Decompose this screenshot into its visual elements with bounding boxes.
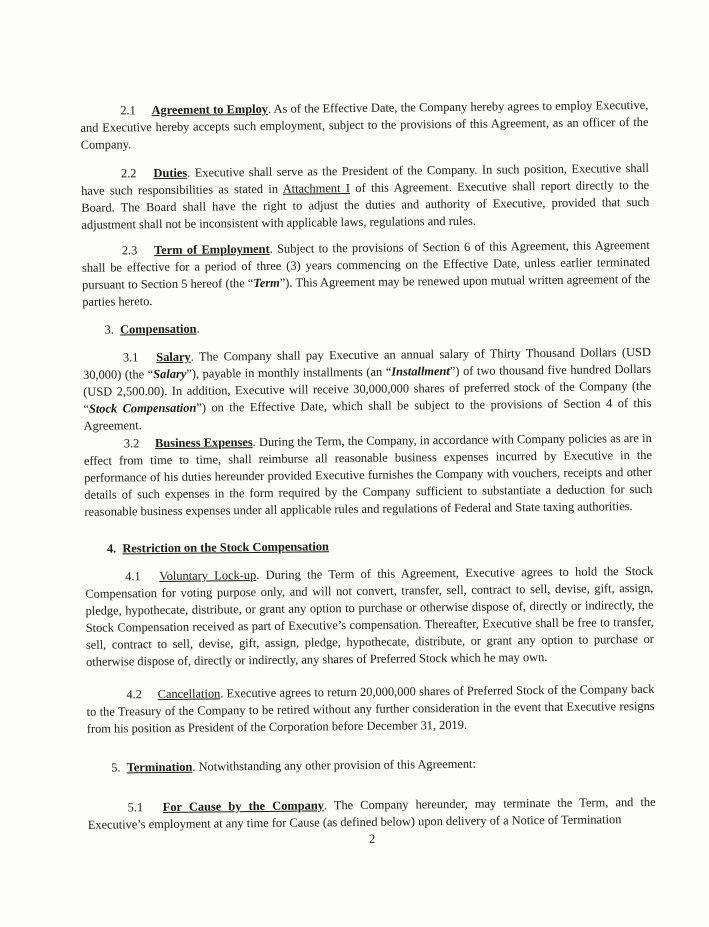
page-number: 2 <box>368 831 376 846</box>
section-number: 3.1 <box>122 350 139 365</box>
section-text: . Executive shall serve as the President of the Company. In such position, Executive shall have such responsibilities as stated in <box>81 160 650 198</box>
section-title: Salary <box>156 349 191 365</box>
section-number: 4.2 <box>126 687 142 702</box>
section-text: ”), payable in monthly installments (an “ <box>186 364 392 381</box>
section-2-2 <box>81 160 650 234</box>
section-title: Agreement to Employ <box>151 101 269 118</box>
section-text: . The Company shall pay Executive an annual salary of Thirty Thousand Dollars (USD 30,000) (the “ <box>83 344 651 382</box>
section-number: 5. <box>111 760 121 775</box>
section-title: Compensation <box>120 321 197 337</box>
section-4-1 <box>85 563 654 671</box>
section-text: . During the Term of this Agreement, Executive agrees to hold the Stock Compensation for voting purpose only, and will not convert, transfer, sell, contract to sell, devise, gift, assign, pledge, hypothecate, distribute, or grant any option to purchase or otherwise dispose of, directly or indirectly, the Stock Compensation received as part of Executive’s compensation. Thereafter, Executive shall be free to transfer, sell, contract to sell, devise, gift, assign, pledge, hypothecate, distribute, or grant any option to purchase or otherwise dispose of, directly or indirectly, any shares of Preferred Stock which he may own. <box>85 563 654 669</box>
section-number: 2.1 <box>120 103 136 118</box>
defined-term: Stock Compensation <box>88 400 197 416</box>
section-text: . As of the Effective Date, the Company hereby agrees to employ Executive, and Executive hereby accepts such employment, subject to the provisions of this Agreement, as an officer of the Company. <box>80 97 649 152</box>
heading-tail: . <box>196 321 200 336</box>
section-3-2 <box>84 430 653 521</box>
defined-term: Installment <box>391 363 450 379</box>
section-title: For Cause by the Company <box>162 798 324 815</box>
section-text: ”) on the Effective Date, which shall be subject to the provisions of Section 4 of this Agreement. <box>83 395 652 433</box>
section-title: Term of Employment <box>154 241 270 258</box>
section-4-heading <box>107 538 329 557</box>
section-number: 5.1 <box>127 800 144 815</box>
section-2-1 <box>80 97 649 154</box>
section-title: Restriction on the Stock Compensation <box>122 539 329 556</box>
attachment-reference: Attachment I <box>282 181 351 196</box>
section-number: 2.3 <box>121 243 138 258</box>
section-2-3 <box>82 237 651 311</box>
defined-term: Salary <box>153 366 187 382</box>
section-title: Duties <box>153 165 188 181</box>
section-number: 2.2 <box>120 166 137 181</box>
section-text: ”). This Agreement may be renewed upon mutual written agreement of the parties hereto. <box>82 271 651 309</box>
section-text: . Subject to the provisions of Section 6 of this Agreement, this Agreement shall be effective for a period of three (3) years commencing on the Effective Date, unless earlier terminated pursuant to Section 5 hereof (the “ <box>81 237 650 292</box>
section-title: Cancellation <box>157 686 221 702</box>
section-3-heading <box>105 321 200 339</box>
defined-term: Term <box>253 275 280 291</box>
section-text: . During the Term, the Company, in accordance with Company policies as are in effect from time to time, shall reimburse all reasonable business expenses incurred by Executive in the performance of his duties hereunder provided Executive furnishes the Company with vouchers, receipts and other details of such expenses in the form required by the Company sufficient to substantiate a deduction for such reasonable business expenses under all applicable rules and regulations of Federal and State taxing authorities. <box>83 430 653 519</box>
section-title: Voluntary Lock-up <box>159 568 257 584</box>
section-number: 3.2 <box>123 436 140 451</box>
section-title: Termination <box>126 759 193 775</box>
section-5-1 <box>88 794 656 834</box>
section-number: 4.1 <box>125 569 141 584</box>
section-text: ”) of two thousand five hundred Dollars (USD 2,500.00). In addition, Executive will receive 30,000,000 shares of preferred stock of the Company (the “ <box>83 361 652 416</box>
section-5-heading <box>111 756 476 777</box>
section-number: 4. <box>106 541 117 556</box>
section-text: of this Agreement. Executive shall report directly to the Board. The Board shall have the right to adjust the duties and authority of Executive, provided that such adjustment shall not be inconsistent with applicable laws, regulations and rules. <box>81 177 650 232</box>
section-text: . Notwithstanding any other provision of this Agreement: <box>192 756 476 774</box>
section-3-1 <box>83 344 652 435</box>
section-title: Business Expenses <box>154 435 253 451</box>
section-4-2 <box>86 681 655 738</box>
section-text: . The Company hereunder, may terminate the Term, and the Executive’s employment at any time for Cause (as defined below) upon delivery of a Notice of Termination <box>87 794 656 832</box>
section-text: . Executive agrees to return 20,000,000 shares of Preferred Stock of the Company back to the Treasury of the Company to be retired without any further consideration in the event that Executive resigns from his position as President of the Corporation before December 31, 2019. <box>86 681 655 736</box>
section-number: 3. <box>104 322 114 337</box>
